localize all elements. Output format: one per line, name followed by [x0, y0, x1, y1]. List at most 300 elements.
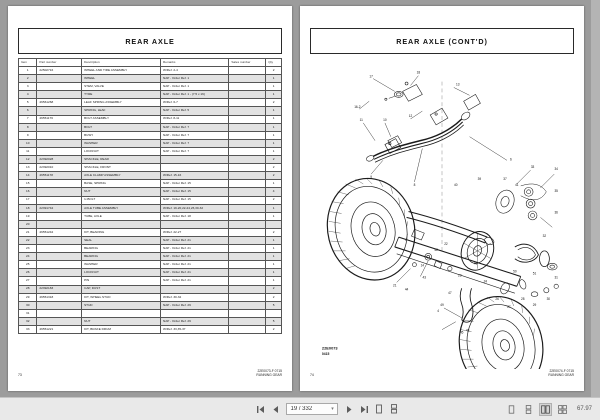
parts-cell-desc: WHEEL: [82, 75, 161, 83]
parts-cell-desc: AXLE CLAMP ASSEMBLY: [82, 172, 161, 180]
parts-cell-qty: 1: [266, 212, 282, 220]
parts-cell-desc: BASE, SPRING: [82, 180, 161, 188]
parts-cell-part: [37, 147, 82, 155]
parts-cell-item: 33: [19, 326, 37, 334]
book-view-button[interactable]: [556, 403, 569, 416]
parts-cell-qty: 1: [266, 83, 282, 91]
parts-cell-rem: NAP - Order Ref. 1 - (7.5 x 16): [161, 91, 229, 99]
parts-cell-desc: KIT, WHEEL STUD: [82, 293, 161, 301]
parts-cell-part: 22392028: [37, 156, 82, 164]
parts-cell-rem: NAP - Order Ref. 21: [161, 236, 229, 244]
table-row: [19, 253, 282, 261]
parts-cell-desc: TUBE, AXLE: [82, 212, 161, 220]
parts-cell-qty: 2: [266, 172, 282, 180]
parts-cell-rem: [161, 220, 229, 228]
parts-cell-part: [37, 131, 82, 139]
parts-cell-sale: [229, 67, 266, 75]
svg-text:51: 51: [532, 271, 537, 276]
parts-cell-qty: 2: [266, 228, 282, 236]
page-number-field[interactable]: [286, 403, 338, 415]
right-footer-doc-code: 22E0074-F 0715: [549, 368, 574, 373]
parts-cell-desc: LOCKNUT: [82, 269, 161, 277]
svg-text:34: 34: [554, 167, 558, 172]
parts-cell-sale: [229, 188, 266, 196]
left-page-title: REAR AXLE: [125, 36, 175, 46]
parts-cell-rem: NAP - Order Ref. 15: [161, 180, 229, 188]
svg-text:8: 8: [413, 182, 416, 187]
table-row: [19, 269, 282, 277]
parts-cell-qty: 1: [266, 277, 282, 285]
parts-cell-item: 23: [19, 245, 37, 253]
parts-cell-rem: NAP - Order Ref. 15: [161, 196, 229, 204]
parts-table-header-row: [19, 59, 282, 67]
parts-cell-part: [37, 236, 82, 244]
parts-cell-item: 28: [19, 285, 37, 293]
right-page-title: REAR AXLE (CONT'D): [396, 36, 488, 46]
left-page-number: 73: [18, 373, 22, 377]
svg-text:35: 35: [554, 188, 558, 193]
parts-cell-desc: WASHER: [82, 139, 161, 147]
page-number-input[interactable]: [287, 406, 327, 412]
parts-cell-item: 27: [19, 277, 37, 285]
parts-cell-rem: W/Ref. 15-16: [161, 172, 229, 180]
right-page-title-box: [310, 28, 574, 54]
parts-cell-rem: [161, 164, 229, 172]
table-row: [19, 245, 282, 253]
table-row: [19, 83, 282, 91]
parts-table[interactable]: [18, 58, 282, 334]
parts-cell-qty: 1: [266, 115, 282, 123]
parts-cell-part: 46551242: [37, 228, 82, 236]
parts-cell-part: [37, 317, 82, 325]
parts-cell-part: [37, 91, 82, 99]
parts-cell-desc: BOLT ASSEMBLY: [82, 115, 161, 123]
parts-cell-item: 13: [19, 164, 37, 172]
parts-cell-part: [37, 107, 82, 115]
parts-cell-rem: NAP - Order Ref. 29: [161, 317, 229, 325]
parts-cell-sale: [229, 83, 266, 91]
diagram-code: 22E0073: [321, 345, 338, 351]
parts-cell-part: 46551221: [37, 326, 82, 334]
svg-text:44: 44: [404, 287, 409, 292]
parts-cell-rem: [161, 156, 229, 164]
table-row: [19, 196, 282, 204]
parts-cell-part: 46551178: [37, 172, 82, 180]
parts-cell-desc: BOLT: [82, 123, 161, 131]
parts-cell-sale: [229, 301, 266, 309]
table-row: [19, 236, 282, 244]
parts-cell-rem: NAP - Order Ref. 5: [161, 107, 229, 115]
parts-cell-qty: [266, 220, 282, 228]
parts-cell-qty: 2: [266, 293, 282, 301]
parts-cell-sale: [229, 317, 266, 325]
parts-cell-qty: [266, 309, 282, 317]
parts-cell-part: [37, 196, 82, 204]
table-row: [19, 293, 282, 301]
parts-cell-sale: [229, 228, 266, 236]
parts-cell-sale: [229, 277, 266, 285]
parts-cell-item: 15: [19, 180, 37, 188]
parts-cell-qty: 1: [266, 131, 282, 139]
parts-cell-sale: [229, 204, 266, 212]
parts-cell-item: 19: [19, 212, 37, 220]
parts-cell-sale: [229, 269, 266, 277]
page-navigation-group: [150, 403, 505, 416]
parts-cell-part: [37, 253, 82, 261]
svg-text:18: 18: [416, 70, 421, 75]
parts-cell-rem: NAP - Order Ref. 21: [161, 269, 229, 277]
parts-cell-sale: [229, 99, 266, 107]
parts-cell-desc: STUD: [82, 301, 161, 309]
svg-text:39: 39: [477, 177, 482, 181]
svg-text:10: 10: [383, 117, 387, 122]
svg-text:14: 14: [420, 263, 425, 268]
parts-cell-item: 18: [19, 204, 37, 212]
table-row: [19, 261, 282, 269]
two-page-view-button[interactable]: [539, 403, 552, 416]
parts-cell-item: 29: [19, 293, 37, 301]
parts-cell-item: 10: [19, 139, 37, 147]
parts-cell-qty: 1: [266, 139, 282, 147]
parts-cell-sale: [229, 220, 266, 228]
parts-cell-sale: [229, 164, 266, 172]
column-header-sales-number: Sales number: [229, 59, 266, 67]
table-row: [19, 220, 282, 228]
parts-cell-qty: 1: [266, 91, 282, 99]
parts-cell-desc: WASHER: [82, 261, 161, 269]
column-header-qty: Qty: [266, 59, 282, 67]
parts-cell-part: [37, 261, 82, 269]
left-footer-section: RUNNING GEAR: [256, 372, 282, 377]
svg-text:50: 50: [513, 269, 517, 274]
parts-cell-desc: AXLE TUBE ASSEMBLY: [82, 204, 161, 212]
parts-cell-part: 46551176: [37, 115, 82, 123]
parts-cell-qty: 1: [266, 236, 282, 244]
parts-cell-rem: [161, 309, 229, 317]
svg-text:41: 41: [515, 182, 519, 187]
table-row: [19, 147, 282, 155]
svg-text:46: 46: [473, 261, 478, 266]
parts-cell-sale: [229, 147, 266, 155]
parts-cell-rem: W/Ref. 33,35-37: [161, 326, 229, 334]
parts-cell-desc: KIT, BEARING: [82, 228, 161, 236]
parts-cell-sale: [229, 131, 266, 139]
column-header-part-number: Part number: [37, 59, 82, 67]
parts-cell-part: [37, 75, 82, 83]
chevron-down-icon[interactable]: ▾: [331, 406, 334, 412]
pdf-page-left[interactable]: [8, 6, 292, 391]
svg-text:31: 31: [554, 275, 558, 280]
parts-cell-item: 22: [19, 236, 37, 244]
svg-text:30: 30: [546, 297, 551, 302]
right-footer-section: RUNNING GEAR: [548, 372, 574, 377]
parts-cell-qty: 1: [266, 253, 282, 261]
parts-cell-part: 22392183: [37, 285, 82, 293]
table-row: [19, 75, 282, 83]
parts-cell-sale: [229, 293, 266, 301]
parts-cell-sale: [229, 253, 266, 261]
parts-cell-rem: W/Ref. 6-7: [161, 99, 229, 107]
parts-cell-sale: [229, 212, 266, 220]
parts-cell-rem: NAP - Order Ref. 15: [161, 188, 229, 196]
parts-cell-item: 8: [19, 123, 37, 131]
parts-cell-item: 14: [19, 172, 37, 180]
parts-cell-item: 4: [19, 91, 37, 99]
table-row: [19, 123, 282, 131]
table-row: [19, 164, 282, 172]
continuous-scroll-icon[interactable]: [388, 403, 400, 416]
parts-cell-item: 24: [19, 253, 37, 261]
parts-cell-qty: 1: [266, 204, 282, 212]
parts-cell-part: [37, 212, 82, 220]
table-row: [19, 107, 282, 115]
svg-text:36: 36: [554, 210, 558, 215]
parts-cell-desc: STEM, VALVE: [82, 83, 161, 91]
parts-cell-item: 7: [19, 115, 37, 123]
svg-text:9: 9: [370, 175, 372, 180]
parts-cell-sale: [229, 115, 266, 123]
continuous-mode-button[interactable]: [522, 403, 535, 416]
previous-page-icon[interactable]: [269, 403, 281, 416]
parts-cell-sale: [229, 261, 266, 269]
table-row: [19, 309, 282, 317]
table-row: [19, 180, 282, 188]
parts-cell-qty: 1: [266, 107, 282, 115]
right-page-footer: [310, 369, 574, 377]
parts-cell-sale: [229, 309, 266, 317]
parts-cell-part: 22392010: [37, 164, 82, 172]
parts-cell-sale: [229, 236, 266, 244]
parts-cell-sale: [229, 156, 266, 164]
parts-cell-desc: PIN: [82, 277, 161, 285]
svg-text:37: 37: [503, 177, 507, 181]
svg-text:16-2: 16-2: [354, 105, 361, 110]
parts-cell-rem: W/Ref. 30-32: [161, 293, 229, 301]
single-page-view-icon[interactable]: [373, 403, 385, 416]
next-page-icon[interactable]: [343, 403, 355, 416]
parts-cell-part: 46551318: [37, 293, 82, 301]
table-row: [19, 99, 282, 107]
column-header-item: Item: [19, 59, 37, 67]
parts-cell-item: 25: [19, 261, 37, 269]
left-page-title-box: [18, 28, 282, 54]
parts-cell-desc: NUT: [82, 188, 161, 196]
table-row: [19, 91, 282, 99]
parts-cell-sale: [229, 139, 266, 147]
parts-cell-desc: U-BOLT: [82, 196, 161, 204]
rear-axle-exploded-view-diagram: [310, 54, 574, 369]
parts-cell-part: [37, 188, 82, 196]
svg-text:17: 17: [369, 74, 373, 79]
parts-cell-rem: NAP - Order Ref. 21: [161, 245, 229, 253]
parts-cell-item: 17: [19, 196, 37, 204]
parts-cell-rem: NAP - Order Ref. 7: [161, 131, 229, 139]
last-page-icon[interactable]: [358, 403, 370, 416]
diagram-rev: 0415: [321, 352, 330, 357]
table-row: [19, 212, 282, 220]
parts-cell-qty: 1: [266, 123, 282, 131]
parts-cell-desc: SPRING, LEAF: [82, 107, 161, 115]
parts-cell-item: 2: [19, 75, 37, 83]
column-header-remarks: Remarks: [161, 59, 229, 67]
parts-cell-qty: 2: [266, 285, 282, 293]
parts-cell-item: 1: [19, 67, 37, 75]
parts-cell-desc: SHACKLE, FRONT: [82, 164, 161, 172]
table-row: [19, 285, 282, 293]
parts-cell-rem: W/Ref. 22-27: [161, 228, 229, 236]
table-row: [19, 172, 282, 180]
right-page-number: 74: [310, 373, 314, 377]
parts-cell-item: 3: [19, 83, 37, 91]
parts-cell-item: 26: [19, 269, 37, 277]
parts-cell-part: [37, 139, 82, 147]
svg-text:6: 6: [510, 157, 512, 162]
parts-cell-qty: 1: [266, 261, 282, 269]
parts-cell-qty: 5: [266, 301, 282, 309]
parts-cell-item: 16: [19, 188, 37, 196]
parts-cell-sale: [229, 107, 266, 115]
table-row: [19, 139, 282, 147]
parts-cell-qty: 2: [266, 99, 282, 107]
svg-text:33: 33: [530, 165, 535, 170]
table-row: [19, 67, 282, 75]
parts-cell-qty: 2: [266, 67, 282, 75]
parts-cell-item: 31: [19, 309, 37, 317]
parts-cell-desc: SHACKLE, REAR: [82, 156, 161, 164]
parts-cell-qty: 2: [266, 164, 282, 172]
parts-cell-desc: KIT, BRAKE DRUM: [82, 326, 161, 334]
table-row: [19, 204, 282, 212]
parts-cell-desc: LEAF SPRING ASSEMBLY: [82, 99, 161, 107]
single-page-mode-button[interactable]: [505, 403, 518, 416]
parts-cell-rem: NAP - Order Ref. 21: [161, 277, 229, 285]
parts-cell-rem: NAP - Order Ref. 29: [161, 301, 229, 309]
parts-cell-sale: [229, 326, 266, 334]
svg-text:45: 45: [459, 330, 464, 335]
table-row: [19, 326, 282, 334]
parts-cell-qty: 1: [266, 245, 282, 253]
vertical-scrollbar[interactable]: [591, 0, 600, 397]
svg-text:40: 40: [454, 182, 458, 187]
parts-cell-item: 6: [19, 107, 37, 115]
parts-cell-rem: NAP - Order Ref. 7: [161, 139, 229, 147]
parts-cell-desc: WHEEL AND TIRE ASSEMBLY: [82, 67, 161, 75]
parts-cell-desc: BUSH: [82, 131, 161, 139]
parts-cell-desc: [82, 309, 161, 317]
parts-cell-rem: NAP - Order Ref. 7: [161, 123, 229, 131]
svg-text:11: 11: [359, 117, 363, 122]
table-row: [19, 301, 282, 309]
left-page-footer: [18, 369, 282, 377]
pdf-page-right[interactable]: [300, 6, 584, 391]
svg-text:26: 26: [495, 297, 499, 302]
parts-cell-desc: TYRE: [82, 91, 161, 99]
parts-cell-rem: NAP - Order Ref. 1: [161, 83, 229, 91]
table-row: [19, 277, 282, 285]
parts-cell-desc: [82, 220, 161, 228]
parts-cell-part: [37, 83, 82, 91]
parts-cell-qty: 1: [266, 269, 282, 277]
table-row: [19, 188, 282, 196]
parts-cell-qty: 2: [266, 156, 282, 164]
parts-cell-part: 46561268: [37, 99, 82, 107]
parts-cell-qty: 2: [266, 326, 282, 334]
parts-cell-item: 11: [19, 147, 37, 155]
svg-text:24: 24: [483, 279, 488, 284]
parts-cell-rem: W/Ref. 2-4: [161, 67, 229, 75]
parts-cell-rem: NAP - Order Ref. 21: [161, 261, 229, 269]
parts-cell-item: 9: [19, 131, 37, 139]
parts-cell-qty: 1: [266, 147, 282, 155]
left-footer-doc-code: 22E0073-F 0715: [257, 368, 282, 373]
parts-cell-qty: 2: [266, 196, 282, 204]
table-row: [19, 228, 282, 236]
parts-cell-desc: CAP, DUST: [82, 285, 161, 293]
parts-cell-sale: [229, 285, 266, 293]
zoom-level-label[interactable]: 67.97: [576, 406, 592, 412]
parts-cell-sale: [229, 75, 266, 83]
parts-cell-rem: NAP - Order Ref. 18: [161, 212, 229, 220]
parts-cell-sale: [229, 245, 266, 253]
parts-cell-part: [37, 245, 82, 253]
svg-text:48: 48: [465, 328, 470, 333]
svg-text:29: 29: [532, 303, 537, 308]
parts-cell-part: [37, 269, 82, 277]
column-header-description: Description: [82, 59, 161, 67]
svg-text:49: 49: [440, 303, 444, 308]
parts-cell-part: [37, 301, 82, 309]
view-mode-group: [505, 403, 600, 416]
svg-text:27: 27: [507, 304, 511, 309]
parts-cell-sale: [229, 172, 266, 180]
table-row: [19, 156, 282, 164]
svg-text:21: 21: [393, 283, 397, 288]
svg-text:42: 42: [434, 247, 438, 252]
svg-text:12: 12: [408, 114, 413, 118]
svg-text:4: 4: [437, 308, 439, 313]
parts-cell-qty: 5: [266, 317, 282, 325]
viewer-toolbar: [0, 397, 600, 420]
parts-cell-part: [37, 309, 82, 317]
parts-cell-desc: BEARING: [82, 245, 161, 253]
parts-cell-item: 12: [19, 156, 37, 164]
parts-cell-part: 22502716: [37, 67, 82, 75]
parts-cell-rem: NAP - Order Ref. 1: [161, 75, 229, 83]
first-page-icon[interactable]: [254, 403, 266, 416]
table-row: [19, 317, 282, 325]
table-row: [19, 131, 282, 139]
parts-cell-rem: NAP - Order Ref. 21: [161, 253, 229, 261]
parts-cell-desc: BEARING: [82, 253, 161, 261]
parts-cell-sale: [229, 196, 266, 204]
parts-cell-item: 20: [19, 220, 37, 228]
parts-cell-rem: W/Ref. 8-11: [161, 115, 229, 123]
parts-table-body: [19, 67, 282, 334]
svg-text:47: 47: [448, 291, 452, 296]
parts-cell-desc: SEAL: [82, 236, 161, 244]
parts-cell-qty: 1: [266, 180, 282, 188]
parts-cell-part: [37, 277, 82, 285]
parts-cell-part: 22391742: [37, 204, 82, 212]
parts-cell-item: 21: [19, 228, 37, 236]
table-row: [19, 115, 282, 123]
svg-text:28: 28: [520, 297, 525, 302]
svg-text:32: 32: [542, 234, 547, 239]
parts-cell-sale: [229, 91, 266, 99]
parts-cell-rem: [161, 285, 229, 293]
parts-cell-qty: 4: [266, 188, 282, 196]
svg-text:43: 43: [422, 275, 427, 280]
